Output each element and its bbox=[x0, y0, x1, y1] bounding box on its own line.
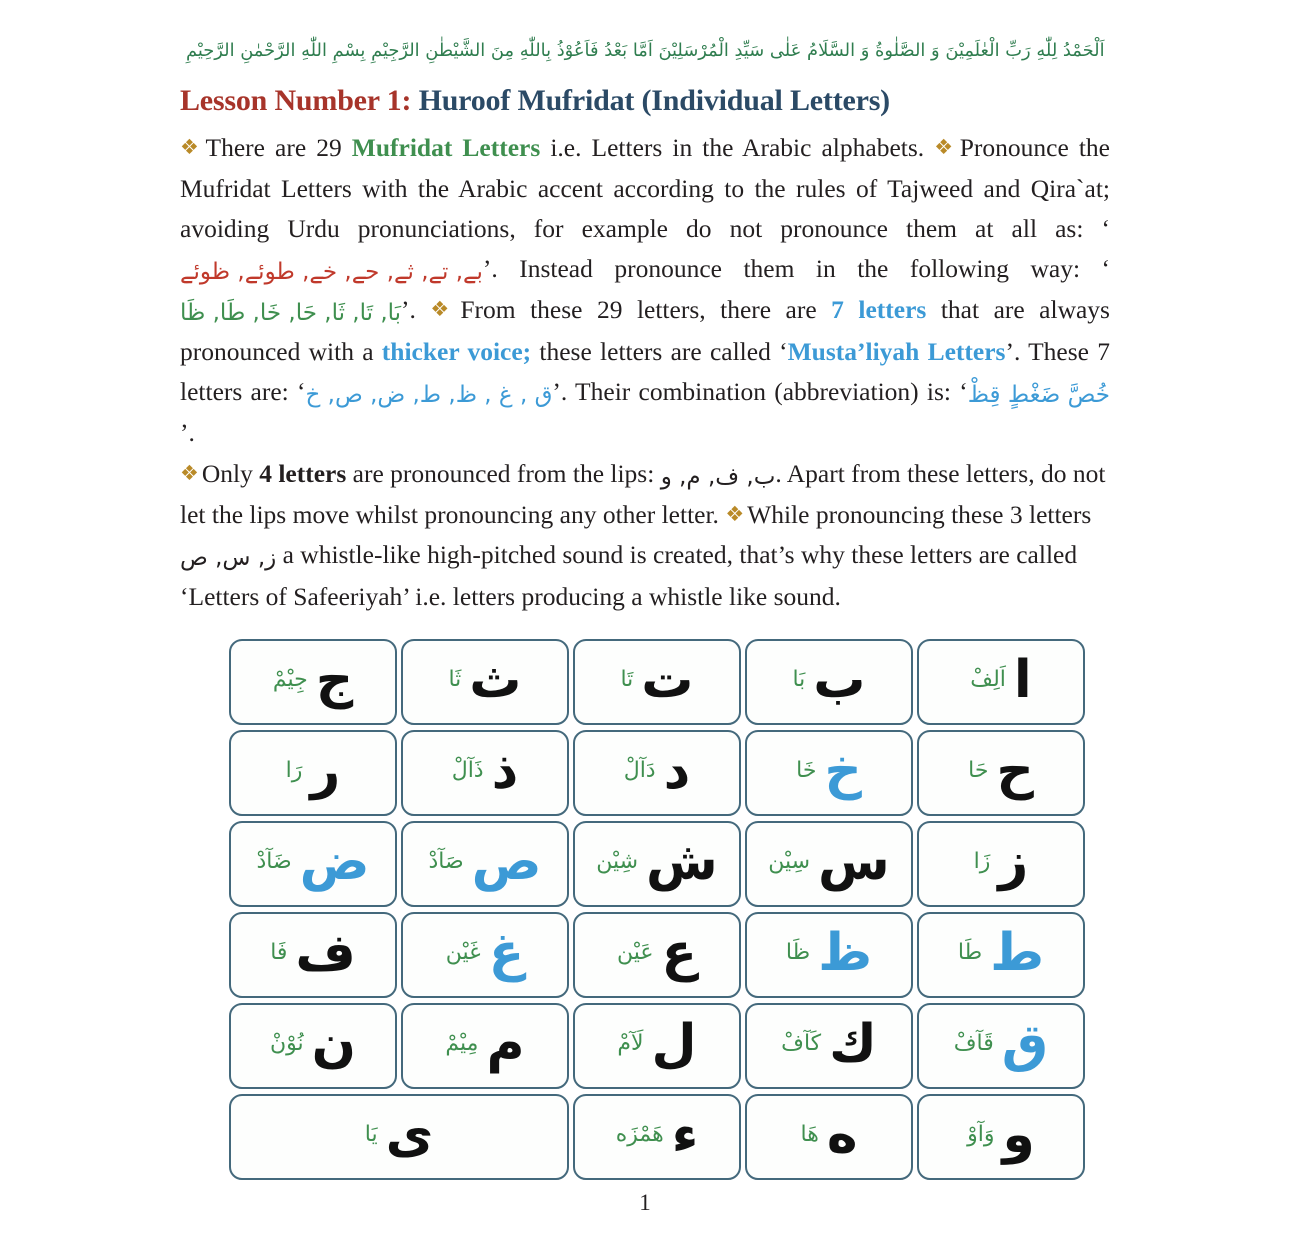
letter-cell[interactable] bbox=[745, 912, 913, 998]
diamond-bullet-icon: ❖ bbox=[725, 501, 745, 526]
letter-cell[interactable] bbox=[745, 821, 913, 907]
arabic-letter-name: هَمْزَه bbox=[615, 1121, 664, 1147]
arabic-letter-name: زَا bbox=[973, 848, 991, 874]
body-text-16: a whistle-like high-pitched sound is created, that’s why these letters are called ‘Letters of Safeeriyah’ i.e. letters producing a whistle like sound. bbox=[180, 540, 1078, 611]
letter-cell[interactable] bbox=[401, 912, 569, 998]
diamond-bullet-icon: ❖ bbox=[180, 460, 199, 485]
arabic-letter-glyph: ط bbox=[990, 922, 1045, 983]
mustaliyah-letters-list: ق , غ , ظ, ط, ض, ص, خ bbox=[305, 382, 553, 409]
arabic-letter-glyph: ش bbox=[646, 831, 718, 892]
four-letters-bold: 4 letters bbox=[259, 458, 347, 488]
letter-cell[interactable] bbox=[229, 821, 397, 907]
letter-cell[interactable] bbox=[917, 639, 1085, 725]
safeeriyah-letters-list: ز, س, ص bbox=[180, 545, 277, 572]
body-text-8: these letters are called ‘ bbox=[531, 336, 788, 366]
letter-cell[interactable] bbox=[573, 821, 741, 907]
arabic-letter-name: طَا bbox=[957, 939, 983, 965]
lesson-title-label: Huroof Mufridat (Individual Letters) bbox=[411, 84, 890, 118]
diamond-bullet-icon: ❖ bbox=[934, 135, 957, 160]
arabic-letter-glyph: ز bbox=[998, 831, 1029, 892]
arabic-letter-glyph: ظ bbox=[818, 922, 873, 983]
arabic-letter-name: نُوْنْ bbox=[269, 1030, 304, 1056]
letter-cell[interactable] bbox=[745, 730, 913, 816]
mustaliyah-letters-highlight: Musta’liyah Letters bbox=[787, 336, 1006, 366]
arabic-letter-name: ظَا bbox=[785, 939, 811, 965]
body-text-9: ’. These 7 letters are: ‘ bbox=[180, 336, 1110, 407]
arabic-letter-name: لَآمْ bbox=[617, 1030, 644, 1056]
letter-cell[interactable] bbox=[229, 730, 397, 816]
letter-cell[interactable] bbox=[401, 821, 569, 907]
letter-cell[interactable] bbox=[229, 639, 397, 725]
letter-cell[interactable] bbox=[401, 639, 569, 725]
body-paragraph bbox=[180, 128, 1110, 453]
letter-cell[interactable] bbox=[229, 1003, 397, 1089]
arabic-letter-name: مِيْمْ bbox=[445, 1030, 479, 1056]
letter-cell[interactable] bbox=[917, 730, 1085, 816]
letter-cell[interactable] bbox=[917, 1094, 1085, 1180]
arabic-letter-name: شِيْن bbox=[596, 848, 639, 874]
arabic-letter-name: سِيْن bbox=[768, 848, 811, 874]
arabic-letter-glyph: خ bbox=[824, 740, 862, 801]
page-number: 1 bbox=[639, 1189, 651, 1215]
page-title bbox=[180, 84, 1110, 118]
letter-cell[interactable] bbox=[573, 1094, 741, 1180]
arabic-letter-glyph: و bbox=[1002, 1104, 1035, 1165]
arabic-letter-name: قَآفْ bbox=[953, 1030, 994, 1056]
arabic-letter-glyph: ت bbox=[641, 649, 694, 710]
arabic-letter-glyph: ص bbox=[471, 831, 542, 892]
arabic-letter-glyph: ض bbox=[299, 831, 370, 892]
body-paragraph-2 bbox=[180, 454, 1110, 617]
body-text-6: From these 29 letters, there are bbox=[460, 295, 832, 325]
body-text-3: Pronounce the Mufridat Letters with the Arabic accent according to the rules of Tajweed and Qira`at; avoiding Urdu pronunciations, for example do not pronounce them at all as: ‘ bbox=[180, 133, 1110, 243]
body-text-12: Only bbox=[201, 458, 260, 488]
letter-cell[interactable] bbox=[229, 1094, 569, 1180]
arabic-letter-glyph: ء bbox=[671, 1104, 699, 1165]
letter-cell[interactable] bbox=[401, 730, 569, 816]
letter-grid-row bbox=[205, 912, 1085, 998]
letter-cell[interactable] bbox=[573, 639, 741, 725]
arabic-letter-glyph: س bbox=[818, 831, 890, 892]
arabic-letter-name: صَآدْ bbox=[428, 848, 464, 874]
body-text-2: i.e. Letters in the Arabic alphabets. bbox=[540, 133, 935, 163]
arabic-letter-glyph: ق bbox=[1001, 1013, 1049, 1074]
basmala-text: اَلْحَمْدُ لِلّٰهِ رَبِّ الْعٰلَمِيْنَ وَ الصَّلٰوةُ وَ السَّلَامُ عَلٰى سَيِّدِ الْمُرْسَلِيْنَ اَمَّا بَعْدُ فَاَعُوْذُ بِاللّٰهِ مِنَ الشَّيْطٰنِ الرَّجِيْمِ بِسْمِ اللّٰهِ الرَّحْمٰنِ الرَّحِيْمِ bbox=[185, 41, 1105, 61]
letter-cell[interactable] bbox=[229, 912, 397, 998]
letter-grid-row bbox=[205, 639, 1085, 725]
letter-cell[interactable] bbox=[401, 1003, 569, 1089]
arabic-letter-glyph: ه bbox=[826, 1104, 858, 1165]
arabic-letter-glyph: ح bbox=[996, 740, 1034, 801]
letter-grid-row bbox=[205, 821, 1085, 907]
urdu-pronunciation-list: بے, تے, ثے, حے, خے, طوئے, ظوئے bbox=[180, 259, 483, 286]
letter-cell[interactable] bbox=[573, 1003, 741, 1089]
arabic-letter-glyph: د bbox=[663, 740, 691, 801]
diamond-bullet-icon: ❖ bbox=[180, 135, 203, 160]
body-text-11: ’. bbox=[180, 418, 195, 448]
arabic-letter-name: اَلِفْ bbox=[970, 666, 1006, 692]
arabic-letter-glyph: غ bbox=[488, 922, 525, 983]
letter-grid-row bbox=[205, 1094, 1085, 1180]
arabic-letter-glyph: ل bbox=[651, 1013, 697, 1074]
letter-cell[interactable] bbox=[917, 912, 1085, 998]
arabic-letter-glyph: ا bbox=[1013, 649, 1032, 710]
arabic-letter-name: خَا bbox=[796, 757, 817, 783]
letter-cell[interactable] bbox=[917, 821, 1085, 907]
mustaliyah-abbreviation: خُصَّ ضَغْطٍ قِظْ bbox=[967, 382, 1111, 409]
body-text-1: There are 29 bbox=[205, 133, 352, 163]
arabic-letter-name: ضَآدْ bbox=[256, 848, 292, 874]
arabic-letter-glyph: ر bbox=[310, 740, 341, 801]
thicker-voice-highlight: thicker voice; bbox=[381, 336, 532, 366]
body-text-13: are pronounced from the lips: bbox=[346, 458, 661, 488]
arabic-letter-glyph: ث bbox=[469, 649, 522, 710]
letter-cell[interactable] bbox=[745, 1003, 913, 1089]
arabic-letter-name: ثَا bbox=[448, 666, 462, 692]
arabic-letter-name: تَا bbox=[620, 666, 634, 692]
letter-grid-row bbox=[205, 730, 1085, 816]
arabic-letter-name: ذَآلْ bbox=[451, 757, 484, 783]
body-text-5: ’. bbox=[401, 295, 431, 325]
arabic-letter-glyph: ذ bbox=[491, 740, 519, 801]
arabic-letter-name: كَآفْ bbox=[781, 1030, 822, 1056]
arabic-letter-name: جِيْمْ bbox=[272, 666, 308, 692]
arabic-letter-name: هَا bbox=[800, 1121, 819, 1147]
body-text-7: that are always pronounced with a bbox=[180, 295, 1110, 366]
arabic-letter-glyph: ك bbox=[829, 1013, 877, 1074]
body-text-15: While pronouncing these 3 letters bbox=[747, 499, 1092, 529]
arabic-letter-glyph: ع bbox=[661, 922, 698, 983]
arabic-letter-glyph: ف bbox=[295, 922, 356, 983]
arabic-letter-glyph: م bbox=[486, 1013, 525, 1074]
mufridat-letters-highlight: Mufridat Letters bbox=[351, 133, 541, 163]
body-text-14: . Apart from these letters, do not let the lips move whilst pronouncing any other letter. bbox=[180, 458, 1106, 529]
arabic-letter-glyph: ى bbox=[385, 1104, 434, 1165]
lesson-body bbox=[180, 128, 1110, 617]
arabic-pronunciation-list: بَا, تَا, ثَا, حَا, خَا, طَا, ظَا bbox=[180, 300, 402, 327]
seven-letters-highlight: 7 letters bbox=[831, 295, 927, 325]
arabic-letter-name: غَيْن bbox=[445, 939, 481, 965]
arabic-letter-name: فَا bbox=[270, 939, 288, 965]
arabic-letter-glyph: ب bbox=[813, 649, 866, 710]
letter-grid bbox=[205, 639, 1085, 1180]
letter-cell[interactable] bbox=[745, 639, 913, 725]
letter-grid-row bbox=[205, 1003, 1085, 1089]
arabic-letter-name: دَآلْ bbox=[623, 757, 656, 783]
arabic-letter-glyph: ج bbox=[315, 649, 354, 710]
lesson-number-label: Lesson Number 1: bbox=[180, 84, 412, 118]
letter-cell[interactable] bbox=[573, 912, 741, 998]
arabic-letter-name: يَا bbox=[364, 1121, 378, 1147]
basmala-row bbox=[180, 0, 1110, 64]
arabic-letter-name: وَآوْ bbox=[967, 1121, 995, 1147]
body-text-10: ’. Their combination (abbreviation) is: ‘ bbox=[552, 377, 968, 407]
arabic-letter-name: رَا bbox=[285, 757, 303, 783]
letter-cell[interactable] bbox=[573, 730, 741, 816]
body-text-4: ’. Instead pronounce them in the following way: ‘ bbox=[482, 254, 1110, 284]
arabic-letter-glyph: ن bbox=[311, 1013, 357, 1074]
letter-cell[interactable] bbox=[745, 1094, 913, 1180]
arabic-letter-name: حَا bbox=[968, 757, 989, 783]
lip-letters-list: ب, ف, م, و bbox=[660, 463, 776, 490]
diamond-bullet-icon: ❖ bbox=[430, 297, 458, 322]
arabic-letter-name: عَيْن bbox=[616, 939, 654, 965]
letter-cell[interactable] bbox=[917, 1003, 1085, 1089]
arabic-letter-name: بَا bbox=[792, 666, 806, 692]
